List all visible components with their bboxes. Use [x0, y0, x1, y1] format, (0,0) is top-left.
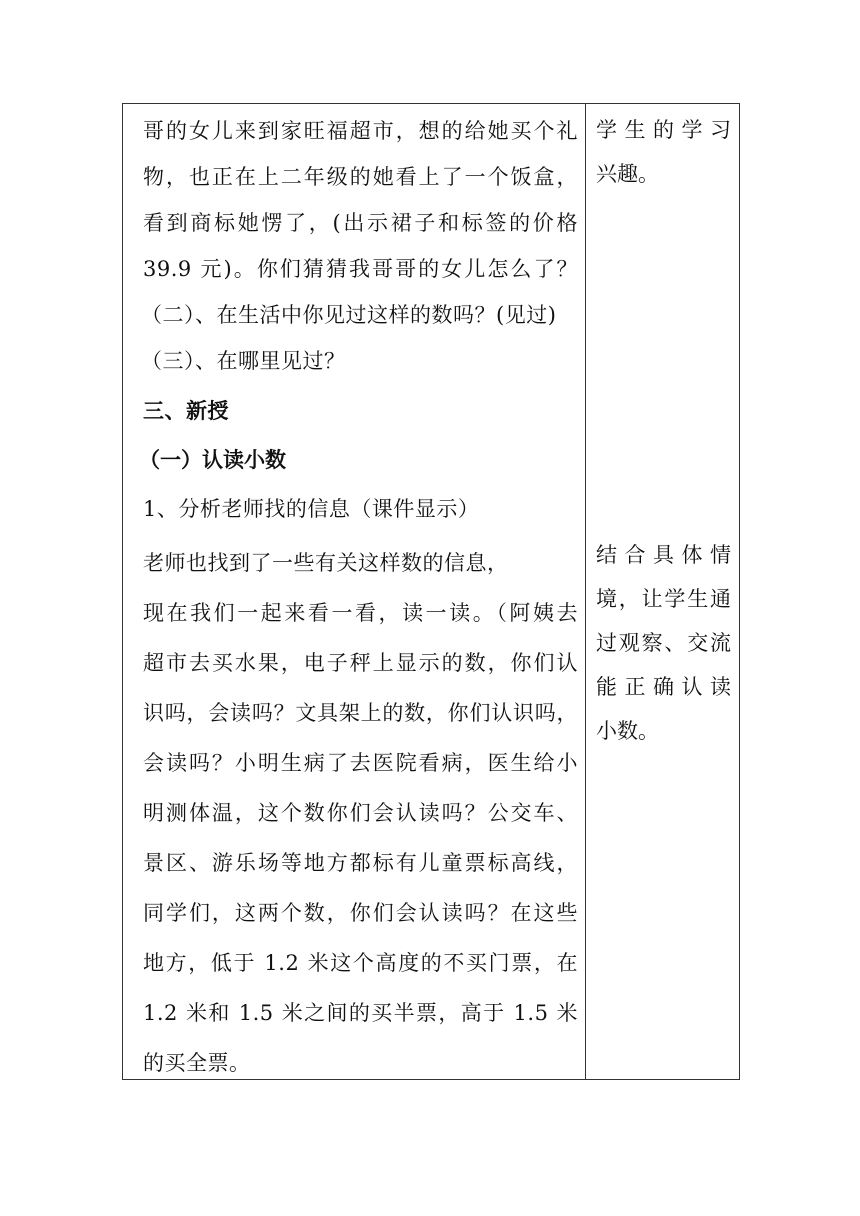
body-line: 现在我们一起来看一看，读一读。（阿姨去 — [143, 601, 578, 625]
note-two-line: 能正确认读 — [596, 675, 731, 699]
intro-line: 看到商标她愣了，(出示裙子和标签的价格 — [143, 211, 578, 235]
body-line: 同学们，这两个数，你们会认读吗？在这些 — [143, 901, 578, 925]
note-two-block — [596, 533, 731, 753]
body-line: 明测体温，这个数你们会认读吗？公交车、 — [143, 801, 578, 825]
question-two: （二）、在生活中你见过这样的数吗？(见过) — [141, 303, 557, 327]
body-line: 的买全票。 — [143, 1051, 251, 1075]
table-row — [123, 104, 740, 1080]
intro-line: 39.9 元)。你们猜猜我哥哥的女儿怎么了？ — [143, 257, 578, 281]
question-three: （三）、在哪里见过？ — [141, 349, 346, 373]
note-one-line: 兴趣。 — [596, 162, 659, 186]
body-line: 地方，低于 1.2 米这个高度的不买门票，在 — [143, 951, 578, 975]
intro-line: 哥的女儿来到家旺福超市，想的给她买个礼 — [143, 119, 578, 143]
section-three-heading: 三、新授 — [143, 399, 229, 423]
body-line: 识吗，会读吗？文具架上的数，你们认识吗， — [143, 701, 578, 725]
teaching-process-cell — [123, 104, 586, 1080]
step-one: 1、分析老师找的信息（课件显示） — [143, 497, 480, 521]
body-line: 会读吗？小明生病了去医院看病，医生给小 — [143, 751, 578, 775]
note-one-line: 学生的学习 — [596, 118, 731, 142]
body-line: 超市去买水果，电子秤上显示的数，你们认 — [143, 651, 578, 675]
body-line: 老师也找到了一些有关这样数的信息， — [143, 551, 509, 575]
note-two-line: 结合具体情 — [596, 543, 731, 567]
note-two-line: 小数。 — [596, 719, 659, 743]
body-line: 1.2 米和 1.5 米之间的买半票，高于 1.5 米 — [143, 1001, 578, 1025]
lesson-plan-table — [122, 103, 740, 1080]
design-intent-cell — [586, 104, 740, 1080]
note-two-line: 境，让学生通 — [596, 587, 731, 611]
intro-line: 物，也正在上二年级的她看上了一个饭盒， — [143, 165, 578, 189]
subsection-one-heading: （一）认读小数 — [139, 448, 286, 472]
note-two-line: 过观察、交流 — [596, 631, 731, 655]
body-line: 景区、游乐场等地方都标有儿童票标高线， — [143, 851, 578, 875]
